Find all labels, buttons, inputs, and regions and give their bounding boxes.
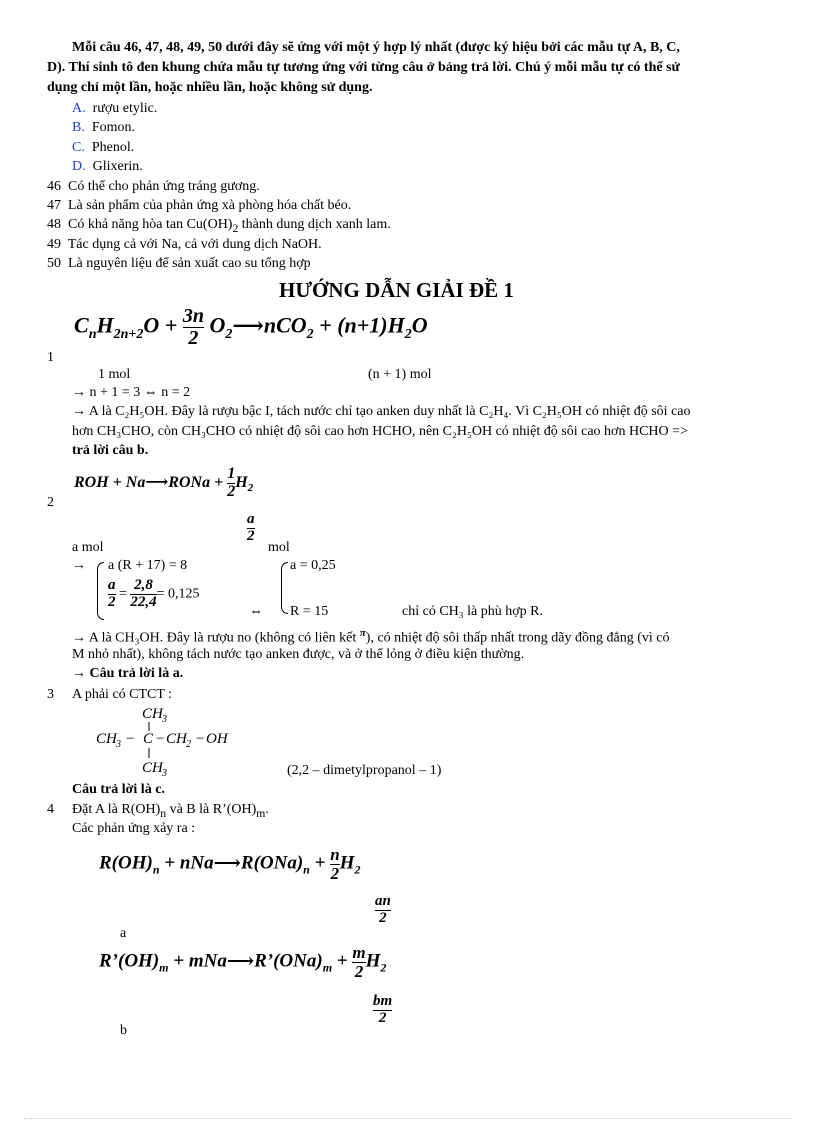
section-1-mol-right: (n + 1) mol xyxy=(368,367,432,382)
mol-b: b xyxy=(120,1023,127,1038)
sodium-reaction-equation: ROH + Na⟶RONa + $\frac{1}{2}$ $H_2$ xyxy=(74,465,254,500)
mol-a: a xyxy=(120,926,127,941)
svg-text:OH: OH xyxy=(206,731,228,747)
option-d: D. Glixerin. xyxy=(72,159,143,174)
page-footer-divider xyxy=(24,1118,792,1119)
system-brace-left xyxy=(97,562,104,620)
system-2-line-b: R = 15 xyxy=(290,604,329,619)
system-1-line-a: a (R + 17) = 8 xyxy=(108,558,188,573)
section-2-number: 2 xyxy=(47,495,54,510)
system-2-line-a: a = 0,25 xyxy=(290,558,336,573)
section-2-para-2: M nhỏ nhất), không tách nước tạo anken được, và ở thể lỏng ở điều kiện thường. xyxy=(72,647,525,662)
section-2-answer: → Câu trả lời là a. xyxy=(72,666,184,681)
section-4-number: 4 xyxy=(47,802,54,817)
option-a: A. rượu etylic. xyxy=(72,101,158,116)
option-c: C. Phenol. xyxy=(72,140,135,155)
section-3-number: 3 xyxy=(47,687,54,702)
svg-text:−: − xyxy=(125,731,136,747)
system-1-line-b: $\frac{a}{2}$ = $\frac{2,8}{22,4}$ = 0,125 xyxy=(108,577,200,610)
svg-text:C: C xyxy=(143,731,154,747)
question-48: 48 Có khả năng hòa $\tan Cu(OH)_2$ thành dung dịch xanh lam. xyxy=(47,217,391,235)
section-4-line-1: Đặt A là $R(OH)_n$ và B là $R’(OH)_m$. xyxy=(72,802,269,820)
section-2-note: chỉ có CH₃ là phù hợp R. xyxy=(402,604,543,619)
svg-text:−: − xyxy=(155,731,166,747)
section-1-step: → n + 1 = 3 ⇔ n = 2 xyxy=(72,385,191,400)
svg-text:3: 3 xyxy=(162,768,167,778)
section-4-line-2: Các phản ứng xảy ra : xyxy=(72,821,196,836)
combustion-equation: $C_nH_{2n+2}O$ + $\frac{3n}{2}$ $O_2⟶nCO_2 + (n+1)H_2O$ xyxy=(74,305,428,349)
svg-text:CH: CH xyxy=(166,731,187,747)
question-49: 49 Tác dụng cả với Na, cả với dung dịch NaOH. xyxy=(47,237,322,252)
section-1-mol-left: 1 mol xyxy=(98,367,131,382)
h2-fraction-a: $\frac{an}{2}$ xyxy=(375,893,391,926)
h2-fraction-b: $\frac{bm}{2}$ xyxy=(373,993,393,1026)
arrow-symbol: → xyxy=(72,558,86,573)
intro-line-2: D). Thí sinh tô đen khung chứa mẫu tự tương ứng với từng câu ở bảng trả lời. Chú ý mỗi mẫu tự có thể sử xyxy=(47,60,680,75)
svg-text:CH: CH xyxy=(142,760,163,776)
question-50: 50 Là nguyên liệu để sản xuất cao su tổng hợp xyxy=(47,256,311,271)
option-b: B. Fomon. xyxy=(72,120,136,135)
section-1-answer: trả lời câu b. xyxy=(72,443,149,458)
intro-line-3: dụng chỉ một lần, hoặc nhiều lần, hoặc không sử dụng. xyxy=(47,80,373,95)
reaction-equation-a: $R(OH)_n$ + $nNa⟶R(ONa)_n$ + $\frac{n}{2}$ $H_2$ xyxy=(99,845,361,883)
compound-name: (2,2 – dimetylpropanol – 1) xyxy=(287,763,442,778)
reaction-equation-b: $R’(OH)_m$ + $mNa⟶R’(ONa)_m$ + $\frac{m}{2}$ $H_2$ xyxy=(99,943,387,981)
intro-line-1: Mỗi câu 46, 47, 48, 49, 50 dưới đây sẽ ứng với một ý hợp lý nhất (được ký hiệu bởi các mẫu tự A, B, C, xyxy=(72,40,680,55)
section-1-para-1: → A là C₂H₅OH. Đây là rượu bậc I, tách nước chỉ tạo anken duy nhất là C₂H₄. Vì C₂H₅OH có nhiệt độ sôi cao xyxy=(72,404,691,419)
question-46: 46 Có thể cho phản ứng tráng gương. xyxy=(47,179,260,194)
h2-mol-fraction: $\frac{a}{2}$ xyxy=(247,511,255,544)
section-2-mol-right: mol xyxy=(268,540,290,555)
svg-text:3: 3 xyxy=(116,739,121,750)
section-3-answer: Câu trả lời là c. xyxy=(72,782,165,797)
structural-formula xyxy=(92,702,252,778)
section-2-mol-left: a mol xyxy=(72,540,104,555)
question-47: 47 Là sản phẩm của phản ứng xà phòng hóa chất béo. xyxy=(47,198,352,213)
svg-text:3: 3 xyxy=(162,714,167,725)
section-1-number: 1 xyxy=(47,350,54,365)
svg-text:2: 2 xyxy=(186,739,191,750)
page-heading: HƯỚNG DẪN GIẢI ĐỀ 1 xyxy=(279,278,514,302)
svg-text:−: − xyxy=(195,731,206,747)
svg-text:CH: CH xyxy=(96,731,117,747)
section-3-intro: A phải có CTCT : xyxy=(72,687,173,702)
svg-text:CH: CH xyxy=(142,706,163,722)
system-brace-right xyxy=(281,562,288,614)
section-2-para-1: → A là CH₃OH. Đây là rượu no (không có liên kết $^\pi$), có nhiệt độ sôi thấp nhất trong dãy đồng đẳng (vì có xyxy=(72,627,670,646)
equivalence-symbol: ⇔ xyxy=(249,604,263,619)
section-1-para-2: hơn CH₃CHO, còn CH₃CHO có nhiệt độ sôi cao hơn HCHO, nên C₂H₅OH có nhiệt độ sôi cao hơn HCHO => xyxy=(72,424,688,439)
